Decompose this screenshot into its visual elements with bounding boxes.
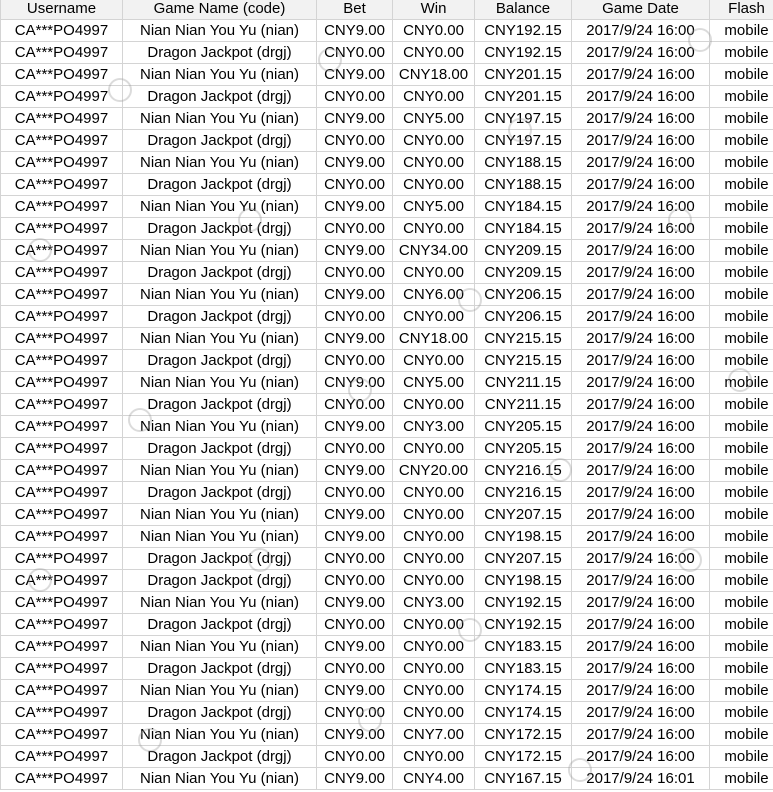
cell-bet[interactable]: CNY9.00 bbox=[317, 460, 393, 482]
cell-game-name[interactable]: Nian Nian You Yu (nian) bbox=[123, 196, 317, 218]
cell-game-date[interactable]: 2017/9/24 16:00 bbox=[572, 592, 710, 614]
cell-flash[interactable]: mobile bbox=[710, 328, 773, 350]
cell-flash[interactable]: mobile bbox=[710, 350, 773, 372]
cell-game-name[interactable]: Dragon Jackpot (drgj) bbox=[123, 702, 317, 724]
cell-game-name[interactable]: Dragon Jackpot (drgj) bbox=[123, 548, 317, 570]
cell-game-date[interactable]: 2017/9/24 16:00 bbox=[572, 680, 710, 702]
cell-game-name[interactable]: Dragon Jackpot (drgj) bbox=[123, 262, 317, 284]
cell-bet[interactable]: CNY9.00 bbox=[317, 372, 393, 394]
cell-bet[interactable]: CNY9.00 bbox=[317, 284, 393, 306]
cell-username[interactable]: CA***PO4997 bbox=[1, 526, 123, 548]
cell-flash[interactable]: mobile bbox=[710, 746, 773, 768]
cell-win[interactable]: CNY5.00 bbox=[393, 372, 475, 394]
cell-game-name[interactable]: Nian Nian You Yu (nian) bbox=[123, 372, 317, 394]
cell-balance[interactable]: CNY192.15 bbox=[475, 592, 572, 614]
cell-balance[interactable]: CNY205.15 bbox=[475, 416, 572, 438]
cell-win[interactable]: CNY0.00 bbox=[393, 306, 475, 328]
cell-game-date[interactable]: 2017/9/24 16:00 bbox=[572, 438, 710, 460]
cell-game-name[interactable]: Nian Nian You Yu (nian) bbox=[123, 328, 317, 350]
cell-bet[interactable]: CNY9.00 bbox=[317, 636, 393, 658]
cell-flash[interactable]: mobile bbox=[710, 64, 773, 86]
cell-bet[interactable]: CNY0.00 bbox=[317, 306, 393, 328]
table-body bbox=[1, 20, 773, 790]
cell-username[interactable]: CA***PO4997 bbox=[1, 394, 123, 416]
table-row[interactable] bbox=[1, 680, 773, 702]
cell-balance[interactable]: CNY197.15 bbox=[475, 108, 572, 130]
cell-balance[interactable]: CNY207.15 bbox=[475, 504, 572, 526]
cell-game-date[interactable]: 2017/9/24 16:00 bbox=[572, 658, 710, 680]
table-row[interactable] bbox=[1, 130, 773, 152]
cell-game-name[interactable]: Nian Nian You Yu (nian) bbox=[123, 416, 317, 438]
cell-win[interactable]: CNY0.00 bbox=[393, 658, 475, 680]
cell-balance[interactable]: CNY192.15 bbox=[475, 614, 572, 636]
cell-flash[interactable]: mobile bbox=[710, 284, 773, 306]
cell-flash[interactable]: mobile bbox=[710, 724, 773, 746]
cell-win[interactable]: CNY3.00 bbox=[393, 592, 475, 614]
cell-game-date[interactable]: 2017/9/24 16:00 bbox=[572, 218, 710, 240]
cell-game-name[interactable]: Nian Nian You Yu (nian) bbox=[123, 108, 317, 130]
cell-flash[interactable]: mobile bbox=[710, 394, 773, 416]
cell-game-name[interactable]: Dragon Jackpot (drgj) bbox=[123, 570, 317, 592]
cell-win[interactable]: CNY3.00 bbox=[393, 416, 475, 438]
cell-username[interactable]: CA***PO4997 bbox=[1, 702, 123, 724]
cell-flash[interactable]: mobile bbox=[710, 702, 773, 724]
cell-balance[interactable]: CNY215.15 bbox=[475, 350, 572, 372]
cell-game-name[interactable]: Dragon Jackpot (drgj) bbox=[123, 130, 317, 152]
cell-balance[interactable]: CNY183.15 bbox=[475, 636, 572, 658]
column-header-game-date[interactable]: Game Date bbox=[572, 0, 710, 20]
header-row bbox=[1, 0, 773, 20]
table-row[interactable] bbox=[1, 64, 773, 86]
cell-flash[interactable]: mobile bbox=[710, 636, 773, 658]
cell-balance[interactable]: CNY167.15 bbox=[475, 768, 572, 790]
cell-game-date[interactable]: 2017/9/24 16:00 bbox=[572, 350, 710, 372]
cell-win[interactable]: CNY0.00 bbox=[393, 482, 475, 504]
cell-username[interactable]: CA***PO4997 bbox=[1, 86, 123, 108]
cell-bet[interactable]: CNY9.00 bbox=[317, 680, 393, 702]
table-row[interactable] bbox=[1, 372, 773, 394]
cell-balance[interactable]: CNY205.15 bbox=[475, 438, 572, 460]
cell-game-name[interactable]: Dragon Jackpot (drgj) bbox=[123, 86, 317, 108]
cell-flash[interactable]: mobile bbox=[710, 504, 773, 526]
cell-game-date[interactable]: 2017/9/24 16:00 bbox=[572, 262, 710, 284]
cell-bet[interactable]: CNY0.00 bbox=[317, 350, 393, 372]
cell-flash[interactable]: mobile bbox=[710, 482, 773, 504]
cell-game-date[interactable]: 2017/9/24 16:00 bbox=[572, 416, 710, 438]
cell-game-date[interactable]: 2017/9/24 16:00 bbox=[572, 636, 710, 658]
cell-flash[interactable]: mobile bbox=[710, 658, 773, 680]
cell-win[interactable]: CNY4.00 bbox=[393, 768, 475, 790]
cell-win[interactable]: CNY0.00 bbox=[393, 42, 475, 64]
table-row[interactable] bbox=[1, 42, 773, 64]
cell-game-date[interactable]: 2017/9/24 16:00 bbox=[572, 86, 710, 108]
table-row[interactable] bbox=[1, 504, 773, 526]
cell-balance[interactable]: CNY209.15 bbox=[475, 240, 572, 262]
cell-username[interactable]: CA***PO4997 bbox=[1, 372, 123, 394]
cell-bet[interactable]: CNY9.00 bbox=[317, 108, 393, 130]
cell-bet[interactable]: CNY9.00 bbox=[317, 416, 393, 438]
cell-win[interactable]: CNY0.00 bbox=[393, 504, 475, 526]
cell-balance[interactable]: CNY174.15 bbox=[475, 702, 572, 724]
cell-game-name[interactable]: Nian Nian You Yu (nian) bbox=[123, 592, 317, 614]
cell-game-name[interactable]: Nian Nian You Yu (nian) bbox=[123, 768, 317, 790]
cell-game-date[interactable]: 2017/9/24 16:00 bbox=[572, 152, 710, 174]
table-row[interactable] bbox=[1, 240, 773, 262]
cell-flash[interactable]: mobile bbox=[710, 20, 773, 42]
cell-username[interactable]: CA***PO4997 bbox=[1, 240, 123, 262]
cell-game-name[interactable]: Dragon Jackpot (drgj) bbox=[123, 614, 317, 636]
cell-game-date[interactable]: 2017/9/24 16:00 bbox=[572, 702, 710, 724]
cell-username[interactable]: CA***PO4997 bbox=[1, 20, 123, 42]
cell-username[interactable]: CA***PO4997 bbox=[1, 174, 123, 196]
cell-flash[interactable]: mobile bbox=[710, 306, 773, 328]
cell-game-date[interactable]: 2017/9/24 16:00 bbox=[572, 526, 710, 548]
cell-win[interactable]: CNY0.00 bbox=[393, 262, 475, 284]
table-row[interactable] bbox=[1, 394, 773, 416]
cell-bet[interactable]: CNY9.00 bbox=[317, 64, 393, 86]
table-row[interactable] bbox=[1, 658, 773, 680]
cell-bet[interactable]: CNY0.00 bbox=[317, 86, 393, 108]
cell-username[interactable]: CA***PO4997 bbox=[1, 680, 123, 702]
cell-balance[interactable]: CNY192.15 bbox=[475, 20, 572, 42]
table-row[interactable] bbox=[1, 174, 773, 196]
cell-username[interactable]: CA***PO4997 bbox=[1, 196, 123, 218]
table-row[interactable] bbox=[1, 460, 773, 482]
cell-bet[interactable]: CNY0.00 bbox=[317, 614, 393, 636]
cell-game-date[interactable]: 2017/9/24 16:00 bbox=[572, 460, 710, 482]
cell-flash[interactable]: mobile bbox=[710, 416, 773, 438]
cell-bet[interactable]: CNY9.00 bbox=[317, 196, 393, 218]
cell-game-date[interactable]: 2017/9/24 16:00 bbox=[572, 284, 710, 306]
table-row[interactable] bbox=[1, 196, 773, 218]
cell-balance[interactable]: CNY209.15 bbox=[475, 262, 572, 284]
cell-win[interactable]: CNY0.00 bbox=[393, 86, 475, 108]
cell-username[interactable]: CA***PO4997 bbox=[1, 746, 123, 768]
cell-flash[interactable]: mobile bbox=[710, 460, 773, 482]
cell-balance[interactable]: CNY172.15 bbox=[475, 724, 572, 746]
cell-flash[interactable]: mobile bbox=[710, 130, 773, 152]
cell-game-name[interactable]: Nian Nian You Yu (nian) bbox=[123, 240, 317, 262]
cell-username[interactable]: CA***PO4997 bbox=[1, 658, 123, 680]
cell-game-name[interactable]: Nian Nian You Yu (nian) bbox=[123, 680, 317, 702]
cell-game-date[interactable]: 2017/9/24 16:00 bbox=[572, 394, 710, 416]
cell-win[interactable]: CNY34.00 bbox=[393, 240, 475, 262]
cell-flash[interactable]: mobile bbox=[710, 218, 773, 240]
cell-win[interactable]: CNY0.00 bbox=[393, 218, 475, 240]
cell-game-name[interactable]: Dragon Jackpot (drgj) bbox=[123, 746, 317, 768]
cell-game-date[interactable]: 2017/9/24 16:00 bbox=[572, 328, 710, 350]
cell-game-date[interactable]: 2017/9/24 16:00 bbox=[572, 746, 710, 768]
cell-game-date[interactable]: 2017/9/24 16:00 bbox=[572, 306, 710, 328]
table-row[interactable] bbox=[1, 284, 773, 306]
cell-win[interactable]: CNY0.00 bbox=[393, 636, 475, 658]
cell-username[interactable]: CA***PO4997 bbox=[1, 614, 123, 636]
table-row[interactable] bbox=[1, 306, 773, 328]
cell-balance[interactable]: CNY197.15 bbox=[475, 130, 572, 152]
cell-game-date[interactable]: 2017/9/24 16:00 bbox=[572, 614, 710, 636]
cell-game-date[interactable]: 2017/9/24 16:00 bbox=[572, 570, 710, 592]
table-row[interactable] bbox=[1, 20, 773, 42]
cell-game-date[interactable]: 2017/9/24 16:00 bbox=[572, 20, 710, 42]
cell-balance[interactable]: CNY207.15 bbox=[475, 548, 572, 570]
table-row[interactable] bbox=[1, 636, 773, 658]
cell-win[interactable]: CNY0.00 bbox=[393, 548, 475, 570]
cell-win[interactable]: CNY0.00 bbox=[393, 152, 475, 174]
table-row[interactable] bbox=[1, 570, 773, 592]
cell-win[interactable]: CNY5.00 bbox=[393, 196, 475, 218]
cell-username[interactable]: CA***PO4997 bbox=[1, 152, 123, 174]
cell-bet[interactable]: CNY0.00 bbox=[317, 658, 393, 680]
cell-game-date[interactable]: 2017/9/24 16:00 bbox=[572, 240, 710, 262]
cell-game-name[interactable]: Nian Nian You Yu (nian) bbox=[123, 20, 317, 42]
cell-balance[interactable]: CNY211.15 bbox=[475, 394, 572, 416]
cell-flash[interactable]: mobile bbox=[710, 372, 773, 394]
column-header-balance[interactable]: Balance bbox=[475, 0, 572, 20]
cell-win[interactable]: CNY18.00 bbox=[393, 328, 475, 350]
cell-flash[interactable]: mobile bbox=[710, 526, 773, 548]
cell-win[interactable]: CNY6.00 bbox=[393, 284, 475, 306]
cell-bet[interactable]: CNY0.00 bbox=[317, 130, 393, 152]
cell-balance[interactable]: CNY216.15 bbox=[475, 482, 572, 504]
cell-balance[interactable]: CNY216.15 bbox=[475, 460, 572, 482]
table-row[interactable] bbox=[1, 218, 773, 240]
cell-bet[interactable]: CNY0.00 bbox=[317, 394, 393, 416]
cell-username[interactable]: CA***PO4997 bbox=[1, 218, 123, 240]
cell-balance[interactable]: CNY183.15 bbox=[475, 658, 572, 680]
cell-bet[interactable]: CNY9.00 bbox=[317, 240, 393, 262]
cell-username[interactable]: CA***PO4997 bbox=[1, 636, 123, 658]
cell-username[interactable]: CA***PO4997 bbox=[1, 504, 123, 526]
table-row[interactable] bbox=[1, 768, 773, 790]
table-row[interactable] bbox=[1, 108, 773, 130]
cell-win[interactable]: CNY0.00 bbox=[393, 130, 475, 152]
cell-win[interactable]: CNY0.00 bbox=[393, 350, 475, 372]
cell-flash[interactable]: mobile bbox=[710, 196, 773, 218]
table-row[interactable] bbox=[1, 592, 773, 614]
cell-win[interactable]: CNY20.00 bbox=[393, 460, 475, 482]
cell-username[interactable]: CA***PO4997 bbox=[1, 416, 123, 438]
cell-bet[interactable]: CNY9.00 bbox=[317, 526, 393, 548]
table-row[interactable] bbox=[1, 482, 773, 504]
cell-balance[interactable]: CNY201.15 bbox=[475, 86, 572, 108]
cell-flash[interactable]: mobile bbox=[710, 262, 773, 284]
cell-balance[interactable]: CNY201.15 bbox=[475, 64, 572, 86]
cell-balance[interactable]: CNY188.15 bbox=[475, 174, 572, 196]
cell-username[interactable]: CA***PO4997 bbox=[1, 284, 123, 306]
cell-flash[interactable]: mobile bbox=[710, 614, 773, 636]
cell-username[interactable]: CA***PO4997 bbox=[1, 262, 123, 284]
cell-win[interactable]: CNY0.00 bbox=[393, 526, 475, 548]
cell-game-date[interactable]: 2017/9/24 16:00 bbox=[572, 64, 710, 86]
table-row[interactable] bbox=[1, 746, 773, 768]
cell-balance[interactable]: CNY215.15 bbox=[475, 328, 572, 350]
cell-win[interactable]: CNY7.00 bbox=[393, 724, 475, 746]
column-header-username[interactable]: Username bbox=[1, 0, 123, 20]
cell-bet[interactable]: CNY0.00 bbox=[317, 218, 393, 240]
cell-bet[interactable]: CNY0.00 bbox=[317, 42, 393, 64]
cell-game-name[interactable]: Dragon Jackpot (drgj) bbox=[123, 438, 317, 460]
cell-game-date[interactable]: 2017/9/24 16:00 bbox=[572, 724, 710, 746]
cell-game-name[interactable]: Dragon Jackpot (drgj) bbox=[123, 306, 317, 328]
cell-game-date[interactable]: 2017/9/24 16:00 bbox=[572, 108, 710, 130]
column-header-flash[interactable]: Flash bbox=[710, 0, 773, 20]
cell-game-date[interactable]: 2017/9/24 16:01 bbox=[572, 768, 710, 790]
cell-game-name[interactable]: Nian Nian You Yu (nian) bbox=[123, 724, 317, 746]
table-row[interactable] bbox=[1, 724, 773, 746]
cell-balance[interactable]: CNY211.15 bbox=[475, 372, 572, 394]
cell-username[interactable]: CA***PO4997 bbox=[1, 64, 123, 86]
cell-win[interactable]: CNY0.00 bbox=[393, 570, 475, 592]
column-header-game-name[interactable]: Game Name (code) bbox=[123, 0, 317, 20]
cell-game-date[interactable]: 2017/9/24 16:00 bbox=[572, 372, 710, 394]
cell-balance[interactable]: CNY172.15 bbox=[475, 746, 572, 768]
cell-username[interactable]: CA***PO4997 bbox=[1, 350, 123, 372]
cell-win[interactable]: CNY0.00 bbox=[393, 614, 475, 636]
cell-win[interactable]: CNY5.00 bbox=[393, 108, 475, 130]
cell-balance[interactable]: CNY184.15 bbox=[475, 196, 572, 218]
cell-username[interactable]: CA***PO4997 bbox=[1, 724, 123, 746]
cell-username[interactable]: CA***PO4997 bbox=[1, 42, 123, 64]
cell-game-name[interactable]: Nian Nian You Yu (nian) bbox=[123, 504, 317, 526]
cell-balance[interactable]: CNY198.15 bbox=[475, 570, 572, 592]
cell-bet[interactable]: CNY9.00 bbox=[317, 20, 393, 42]
cell-game-date[interactable]: 2017/9/24 16:00 bbox=[572, 42, 710, 64]
cell-flash[interactable]: mobile bbox=[710, 592, 773, 614]
cell-game-name[interactable]: Nian Nian You Yu (nian) bbox=[123, 284, 317, 306]
cell-bet[interactable]: CNY0.00 bbox=[317, 548, 393, 570]
table-row[interactable] bbox=[1, 262, 773, 284]
cell-balance[interactable]: CNY192.15 bbox=[475, 42, 572, 64]
cell-game-date[interactable]: 2017/9/24 16:00 bbox=[572, 174, 710, 196]
cell-balance[interactable]: CNY198.15 bbox=[475, 526, 572, 548]
cell-win[interactable]: CNY0.00 bbox=[393, 702, 475, 724]
cell-game-name[interactable]: Nian Nian You Yu (nian) bbox=[123, 64, 317, 86]
cell-flash[interactable]: mobile bbox=[710, 240, 773, 262]
cell-username[interactable]: CA***PO4997 bbox=[1, 482, 123, 504]
table-row[interactable] bbox=[1, 614, 773, 636]
cell-balance[interactable]: CNY184.15 bbox=[475, 218, 572, 240]
table-row[interactable] bbox=[1, 526, 773, 548]
cell-username[interactable]: CA***PO4997 bbox=[1, 130, 123, 152]
cell-username[interactable]: CA***PO4997 bbox=[1, 328, 123, 350]
cell-game-name[interactable]: Nian Nian You Yu (nian) bbox=[123, 460, 317, 482]
cell-bet[interactable]: CNY9.00 bbox=[317, 152, 393, 174]
cell-flash[interactable]: mobile bbox=[710, 680, 773, 702]
cell-flash[interactable]: mobile bbox=[710, 174, 773, 196]
table-row[interactable] bbox=[1, 416, 773, 438]
cell-win[interactable]: CNY0.00 bbox=[393, 20, 475, 42]
cell-game-name[interactable]: Dragon Jackpot (drgj) bbox=[123, 42, 317, 64]
cell-balance[interactable]: CNY188.15 bbox=[475, 152, 572, 174]
cell-bet[interactable]: CNY9.00 bbox=[317, 768, 393, 790]
cell-game-name[interactable]: Dragon Jackpot (drgj) bbox=[123, 394, 317, 416]
cell-bet[interactable]: CNY0.00 bbox=[317, 438, 393, 460]
cell-win[interactable]: CNY0.00 bbox=[393, 680, 475, 702]
cell-flash[interactable]: mobile bbox=[710, 152, 773, 174]
table-row[interactable] bbox=[1, 438, 773, 460]
cell-game-name[interactable]: Nian Nian You Yu (nian) bbox=[123, 152, 317, 174]
column-header-win[interactable]: Win bbox=[393, 0, 475, 20]
cell-username[interactable]: CA***PO4997 bbox=[1, 592, 123, 614]
cell-flash[interactable]: mobile bbox=[710, 570, 773, 592]
cell-game-name[interactable]: Dragon Jackpot (drgj) bbox=[123, 482, 317, 504]
cell-game-name[interactable]: Nian Nian You Yu (nian) bbox=[123, 526, 317, 548]
cell-win[interactable]: CNY0.00 bbox=[393, 746, 475, 768]
cell-flash[interactable]: mobile bbox=[710, 86, 773, 108]
cell-username[interactable]: CA***PO4997 bbox=[1, 438, 123, 460]
cell-flash[interactable]: mobile bbox=[710, 768, 773, 790]
cell-flash[interactable]: mobile bbox=[710, 108, 773, 130]
cell-username[interactable]: CA***PO4997 bbox=[1, 306, 123, 328]
cell-bet[interactable]: CNY0.00 bbox=[317, 174, 393, 196]
cell-flash[interactable]: mobile bbox=[710, 548, 773, 570]
table-row[interactable] bbox=[1, 152, 773, 174]
cell-flash[interactable]: mobile bbox=[710, 438, 773, 460]
cell-game-date[interactable]: 2017/9/24 16:00 bbox=[572, 482, 710, 504]
cell-flash[interactable]: mobile bbox=[710, 42, 773, 64]
cell-bet[interactable]: CNY0.00 bbox=[317, 570, 393, 592]
cell-game-date[interactable]: 2017/9/24 16:00 bbox=[572, 196, 710, 218]
cell-game-name[interactable]: Dragon Jackpot (drgj) bbox=[123, 218, 317, 240]
cell-game-name[interactable]: Dragon Jackpot (drgj) bbox=[123, 174, 317, 196]
table-row[interactable] bbox=[1, 350, 773, 372]
cell-bet[interactable]: CNY9.00 bbox=[317, 328, 393, 350]
cell-balance[interactable]: CNY206.15 bbox=[475, 284, 572, 306]
cell-username[interactable]: CA***PO4997 bbox=[1, 548, 123, 570]
cell-bet[interactable]: CNY0.00 bbox=[317, 262, 393, 284]
cell-username[interactable]: CA***PO4997 bbox=[1, 108, 123, 130]
cell-bet[interactable]: CNY9.00 bbox=[317, 592, 393, 614]
cell-game-name[interactable]: Dragon Jackpot (drgj) bbox=[123, 350, 317, 372]
table-row[interactable] bbox=[1, 86, 773, 108]
cell-game-date[interactable]: 2017/9/24 16:00 bbox=[572, 130, 710, 152]
column-header-bet[interactable]: Bet bbox=[317, 0, 393, 20]
cell-game-name[interactable]: Dragon Jackpot (drgj) bbox=[123, 658, 317, 680]
cell-win[interactable]: CNY0.00 bbox=[393, 174, 475, 196]
cell-win[interactable]: CNY0.00 bbox=[393, 438, 475, 460]
cell-bet[interactable]: CNY9.00 bbox=[317, 724, 393, 746]
cell-game-name[interactable]: Nian Nian You Yu (nian) bbox=[123, 636, 317, 658]
table-row[interactable] bbox=[1, 548, 773, 570]
cell-win[interactable]: CNY18.00 bbox=[393, 64, 475, 86]
cell-balance[interactable]: CNY206.15 bbox=[475, 306, 572, 328]
cell-bet[interactable]: CNY0.00 bbox=[317, 746, 393, 768]
cell-bet[interactable]: CNY0.00 bbox=[317, 482, 393, 504]
table-row[interactable] bbox=[1, 702, 773, 724]
table-row[interactable] bbox=[1, 328, 773, 350]
cell-username[interactable]: CA***PO4997 bbox=[1, 570, 123, 592]
cell-bet[interactable]: CNY9.00 bbox=[317, 504, 393, 526]
cell-win[interactable]: CNY0.00 bbox=[393, 394, 475, 416]
cell-username[interactable]: CA***PO4997 bbox=[1, 768, 123, 790]
cell-balance[interactable]: CNY174.15 bbox=[475, 680, 572, 702]
cell-game-date[interactable]: 2017/9/24 16:00 bbox=[572, 548, 710, 570]
cell-bet[interactable]: CNY0.00 bbox=[317, 702, 393, 724]
cell-username[interactable]: CA***PO4997 bbox=[1, 460, 123, 482]
cell-game-date[interactable]: 2017/9/24 16:00 bbox=[572, 504, 710, 526]
